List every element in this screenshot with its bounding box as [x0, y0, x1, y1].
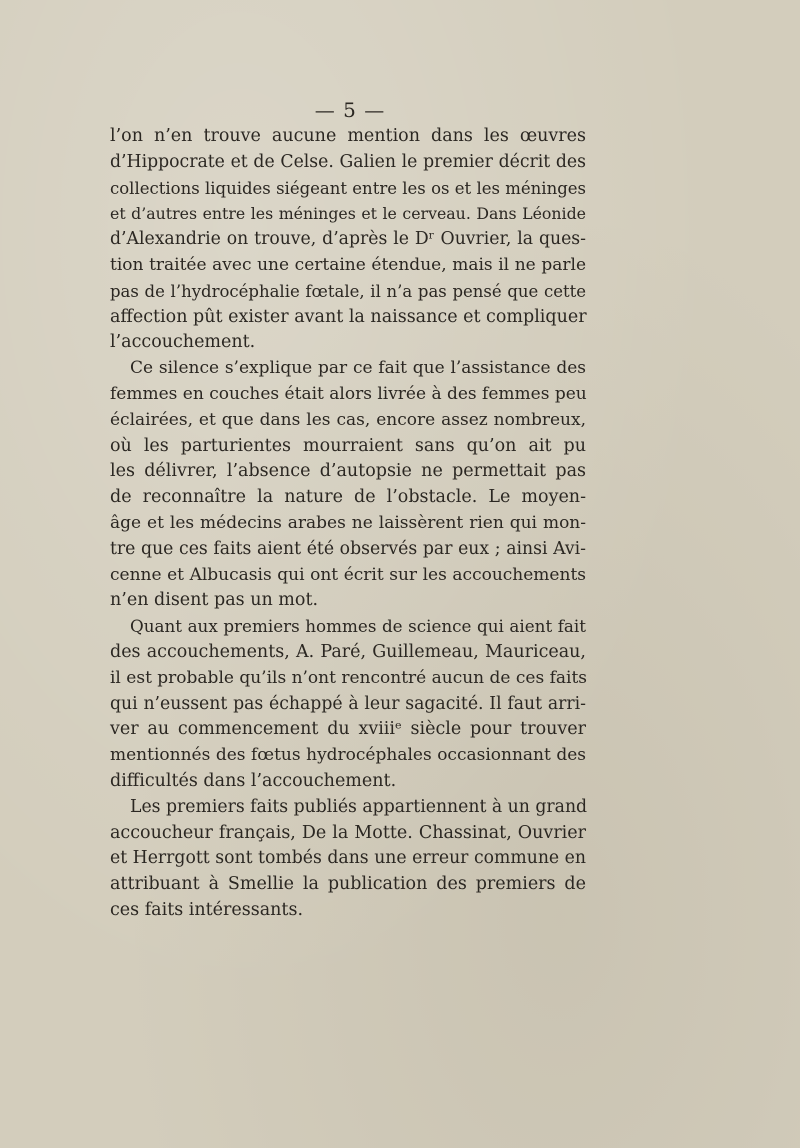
text-line: mentionnés des fœtus hydrocéphales occasionnant des	[110, 745, 586, 766]
text-line: n’en disent pas un mot.	[110, 590, 319, 611]
text-line: il est probable qu’ils n’ont rencontré aucun de ces faits	[110, 667, 587, 688]
text-line: Les premiers faits publiés appartiennent à un grand	[130, 796, 588, 817]
text-line: de reconnaître la nature de l’obstacle. Le moyen-	[110, 487, 586, 508]
text-line: tion traitée avec une certaine étendue, mais il ne parle	[110, 254, 586, 275]
text-line: et d’autres entre les méninges et le cerveau. Dans Léonide	[110, 204, 586, 224]
text-line: éclairées, et que dans les cas, encore assez nombreux,	[110, 409, 586, 430]
text-line: tre que ces faits aient été observés par eux ; ainsi Avi-	[110, 538, 586, 559]
text-line: l’on n’en trouve aucune mention dans les œuvres	[110, 126, 586, 146]
text-line: ver au commencement du xviiiᵉ siècle pour trouver	[110, 719, 586, 740]
text-line: ces faits intéressants.	[110, 899, 304, 920]
text-line: affection pût exister avant la naissance et compliquer	[110, 306, 587, 327]
text-line: d’Alexandrie on trouve, d’après le Dʳ Ouvrier, la ques-	[110, 229, 586, 250]
text-line: d’Hippocrate et de Celse. Galien le premier décrit des	[110, 151, 586, 172]
text-line: accoucheur français, De la Motte. Chassinat, Ouvrier	[110, 822, 586, 843]
text-line: où les parturientes mourraient sans qu’on ait pu	[110, 435, 586, 456]
text-line: l’accouchement.	[110, 332, 256, 353]
text-line: difficultés dans l’accouchement.	[110, 770, 397, 791]
text-line: les délivrer, l’absence d’autopsie ne permettait pas	[110, 461, 586, 482]
text-line: attribuant à Smellie la publication des premiers de	[110, 874, 586, 895]
text-line: des accouchements, A. Paré, Guillemeau, Mauriceau,	[110, 641, 586, 662]
text-line: Quant aux premiers hommes de science qui aient fait	[130, 616, 586, 637]
text-line: et Herrgott sont tombés dans une erreur commune en	[110, 848, 586, 869]
body-text	[110, 124, 586, 924]
text-line: cenne et Albucasis qui ont écrit sur les accouchements	[110, 564, 586, 585]
text-line: qui n’eussent pas échappé à leur sagacité. Il faut arri-	[110, 693, 586, 714]
text-line: pas de l’hydrocéphalie fœtale, il n’a pas pensé que cette	[110, 281, 586, 301]
page-number: — 5 —	[314, 98, 386, 122]
text-line: Ce silence s’explique par ce fait que l’assistance des	[130, 358, 586, 379]
text-line: collections liquides siégeant entre les os et les méninges	[110, 178, 586, 198]
text-line: âge et les médecins arabes ne laissèrent rien qui mon-	[110, 512, 586, 533]
text-line: femmes en couches était alors livrée à des femmes peu	[110, 383, 587, 404]
